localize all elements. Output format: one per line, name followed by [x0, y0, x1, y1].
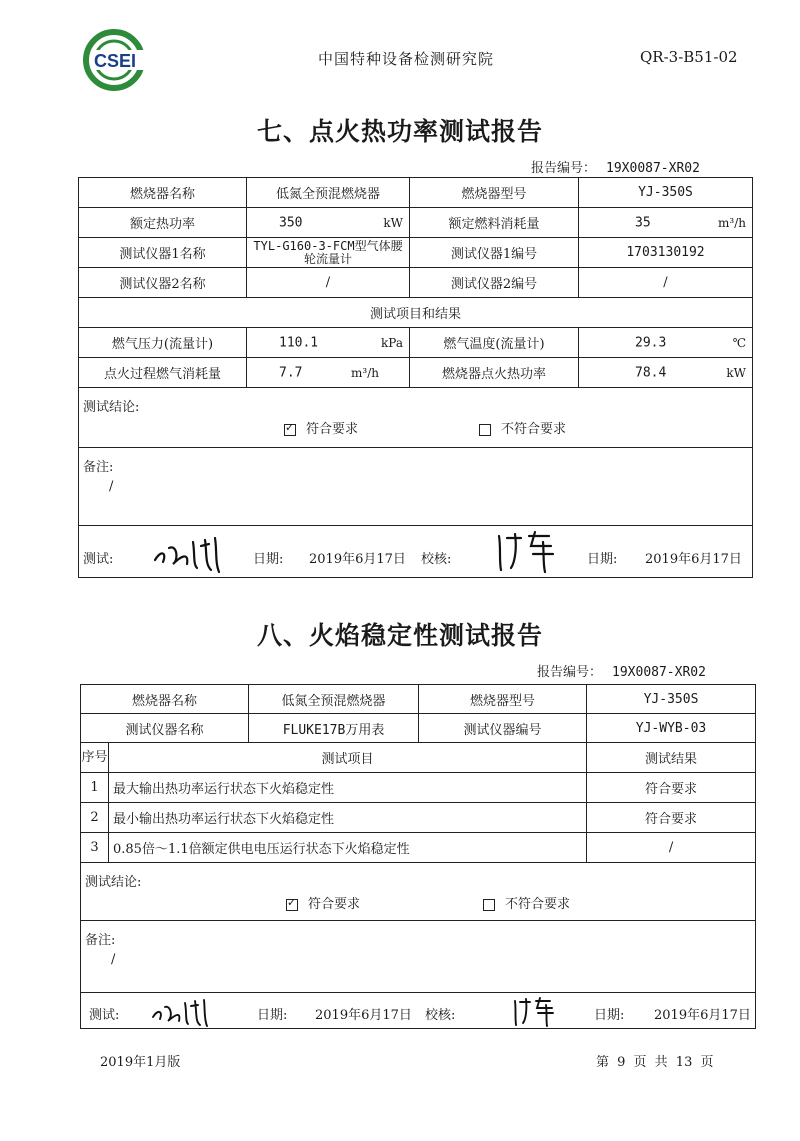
report-no-label: 报告编号： — [537, 665, 603, 680]
conform-option — [286, 893, 360, 912]
table-row — [81, 803, 756, 833]
ign-consumption-cell — [247, 358, 410, 388]
signature-row — [79, 526, 753, 578]
value: 35 — [635, 215, 651, 230]
checked-box-icon — [284, 424, 296, 436]
value: TYL-G160-3-FCM型气体腰轮流量计 — [247, 238, 410, 268]
value: 低氮全预混燃烧器 — [247, 178, 410, 208]
signature-row — [81, 993, 756, 1029]
report-no-value: 19X0087-XR02 — [612, 665, 706, 680]
label: 测试仪器名称 — [81, 714, 249, 743]
unit: ℃ — [732, 335, 746, 350]
label: 燃烧器名称 — [79, 178, 247, 208]
empty-box-icon — [479, 424, 491, 436]
row-result: 符合要求 — [587, 803, 756, 833]
checker-label: 校核: — [425, 1008, 456, 1023]
row-no: 1 — [81, 773, 109, 803]
page-number: 第 9 页 共 13 页 — [596, 1055, 714, 1070]
value: 低氮全预混燃烧器 — [249, 685, 419, 714]
checker-signature — [491, 528, 561, 574]
value: YJ-WYB-03 — [587, 714, 756, 743]
test-date-label: 日期: — [257, 1008, 288, 1023]
tester-label: 测试: — [83, 552, 114, 567]
remark-label: 备注: — [85, 933, 116, 948]
rated-power-cell — [247, 208, 410, 238]
value: YJ-350S — [587, 685, 756, 714]
gas-pressure-cell — [247, 328, 410, 358]
label: 点火过程燃气消耗量 — [79, 358, 247, 388]
conclusion-cell — [79, 388, 753, 448]
check-date-label: 日期: — [587, 552, 618, 567]
row-item: 最小输出热功率运行状态下火焰稳定性 — [109, 803, 587, 833]
remark-value: / — [109, 479, 114, 494]
checker-signature — [509, 995, 559, 1027]
report-no-value: 19X0087-XR02 — [606, 161, 700, 176]
check-date: 2019年6月17日 — [654, 1008, 751, 1023]
conform-option — [284, 418, 358, 437]
test-date: 2019年6月17日 — [315, 1008, 412, 1023]
label: 燃气温度(流量计) — [410, 328, 579, 358]
unit: kW — [383, 215, 403, 230]
seq-header: 序号 — [81, 743, 109, 773]
row-no: 3 — [81, 833, 109, 863]
unit: kPa — [381, 335, 403, 350]
label: 燃烧器名称 — [81, 685, 249, 714]
value: 350 — [279, 215, 303, 230]
label: 燃气压力(流量计) — [79, 328, 247, 358]
report7-table — [78, 177, 753, 578]
check-date: 2019年6月17日 — [645, 552, 742, 567]
remark-cell — [79, 448, 753, 526]
value: 1703130192 — [579, 238, 753, 268]
unit: m³/h — [718, 215, 746, 230]
value: 29.3 — [635, 335, 667, 350]
nonconform-option — [483, 893, 570, 912]
label: 燃烧器型号 — [410, 178, 579, 208]
csei-logo — [82, 28, 156, 92]
report7-title: 七、点火热功率测试报告 — [256, 117, 543, 146]
institute-name: 中国特种设备检测研究院 — [318, 50, 495, 68]
value: 110.1 — [279, 335, 319, 350]
checked-box-icon — [286, 899, 298, 911]
label: 测试仪器编号 — [419, 714, 587, 743]
unit: m³/h — [351, 365, 379, 380]
table-row — [81, 833, 756, 863]
conform-label: 符合要求 — [308, 897, 361, 912]
conclusion-label: 测试结论: — [85, 875, 142, 890]
label: 测试仪器2名称 — [79, 268, 247, 298]
test-date: 2019年6月17日 — [309, 552, 406, 567]
edition: 2019年1月版 — [100, 1055, 181, 1070]
row-item: 最大输出热功率运行状态下火焰稳定性 — [109, 773, 587, 803]
section-header: 测试项目和结果 — [79, 298, 753, 328]
logo-text: CSEI — [94, 51, 137, 71]
doc-code: QR-3-B51-02 — [640, 48, 738, 66]
value: FLUKE17B万用表 — [249, 714, 419, 743]
ign-power-cell — [579, 358, 753, 388]
conclusion-cell — [81, 863, 756, 921]
rated-fuel-cell — [579, 208, 753, 238]
nonconform-label: 不符合要求 — [505, 897, 571, 912]
label: 燃烧器型号 — [419, 685, 587, 714]
gas-temp-cell — [579, 328, 753, 358]
checker-label: 校核: — [421, 552, 452, 567]
remark-value: / — [111, 952, 116, 967]
label: 测试仪器2编号 — [410, 268, 579, 298]
label: 测试仪器1名称 — [79, 238, 247, 268]
report8-number — [537, 661, 706, 680]
tester-label: 测试: — [89, 1008, 120, 1023]
row-result: / — [587, 833, 756, 863]
label: 燃烧器点火热功率 — [410, 358, 579, 388]
value: / — [247, 268, 410, 298]
nonconform-option — [479, 418, 566, 437]
unit: kW — [726, 365, 746, 380]
nonconform-label: 不符合要求 — [501, 422, 567, 437]
report8-title: 八、火焰稳定性测试报告 — [256, 621, 543, 650]
value: 78.4 — [635, 365, 667, 380]
row-no: 2 — [81, 803, 109, 833]
tester-signature — [149, 530, 229, 574]
test-date-label: 日期: — [253, 552, 284, 567]
label: 额定热功率 — [79, 208, 247, 238]
label: 测试仪器1编号 — [410, 238, 579, 268]
report8-table — [80, 684, 756, 1029]
conclusion-label: 测试结论: — [83, 400, 140, 415]
value: / — [579, 268, 753, 298]
value: YJ-350S — [579, 178, 753, 208]
report7-number — [531, 157, 700, 176]
conform-label: 符合要求 — [306, 422, 359, 437]
report-no-label: 报告编号： — [531, 161, 597, 176]
table-row — [81, 773, 756, 803]
remark-cell — [81, 921, 756, 993]
label: 额定燃料消耗量 — [410, 208, 579, 238]
result-header: 测试结果 — [587, 743, 756, 773]
row-item: 0.85倍～1.1倍额定供电电压运行状态下火焰稳定性 — [109, 833, 587, 863]
remark-label: 备注: — [83, 460, 114, 475]
tester-signature — [149, 995, 215, 1027]
empty-box-icon — [483, 899, 495, 911]
check-date-label: 日期: — [594, 1008, 625, 1023]
value: 7.7 — [279, 365, 303, 380]
row-result: 符合要求 — [587, 773, 756, 803]
item-header: 测试项目 — [109, 743, 587, 773]
